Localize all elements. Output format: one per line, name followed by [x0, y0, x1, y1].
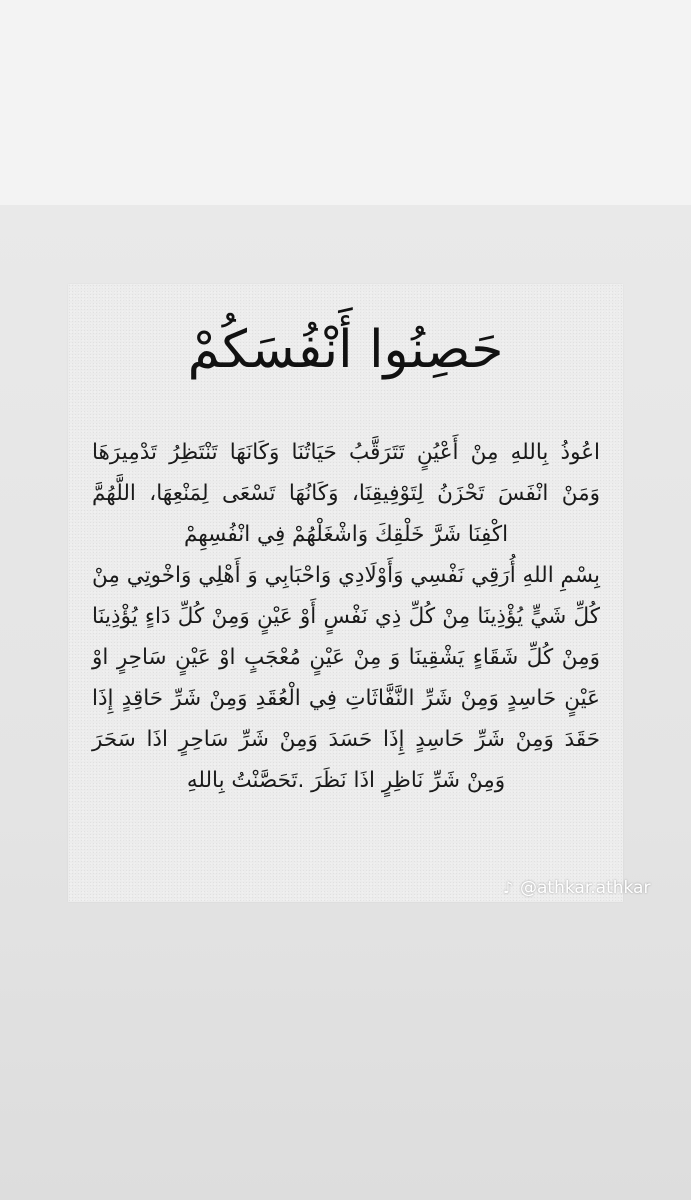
dua-paragraph-2: بِسْمِ اللهِ أُرَقِي نَفْسِي وَأَوْلَادِي وَاحْبَابِي وَ أَهْلِي وَاخْوتِي مِنْ كُلِّ شَيٍّ يُؤْذِينَا مِنْ كُلِّ ذِي نَفْسٍ أَوْ عَيْنٍ وَمِنْ كُلِّ دَاءٍ يُؤْذِينَا وَمِنْ كُلِّ شَقَاءٍ يَشْقِينَا وَ مِنْ عَيْنٍ مُعْجَبٍ اوْ عَيْنٍ سَاحِرٍ اوْ عَيْنٍ حَاسِدٍ وَمِنْ شَرِّ النَّفَّاثَاتِ فِي الْعُقَدِ وَمِنْ شَرِّ حَاقِدٍ إِذَا حَقَدَ وَمِنْ شَرِّ حَاسِدٍ إِذَا حَسَدَ وَمِنْ شَرِّ سَاحِرٍ اذَا سَحَرَ وَمِنْ شَرِّ نَاظِرٍ اذَا نَظَرَ .تَحَصَّنْتُ بِاللهِ — [92, 563, 600, 793]
dua-body — [92, 432, 600, 801]
tiktok-icon: ♪ — [502, 878, 514, 897]
watermark-handle: @athkar.athkar — [520, 878, 651, 898]
top-background — [0, 0, 691, 205]
dua-paragraph-1: اعُوذُ بِاللهِ مِنْ أَعْيُنٍ تَتَرَقَّبُ حَيَاتُنَا وَكَانَهَا تَنْتَظِرُ تَدْمِيرَهَا وَمَنْ انْفَسَ تَحْزَنُ لِتَوْفِيقِنَا، وَكَانُهَا تَسْعَى لِمَنْعِهَا، اللَّهُمَّ اكْفِنَا شَرَّ خَلْقِكَ وَاشْغَلْهُمْ فِي انْفُسِهِمْ — [92, 440, 600, 547]
tiktok-watermark — [500, 876, 680, 900]
dua-title: حَصِنُوا أَنْفُسَكُمْ — [187, 320, 504, 380]
